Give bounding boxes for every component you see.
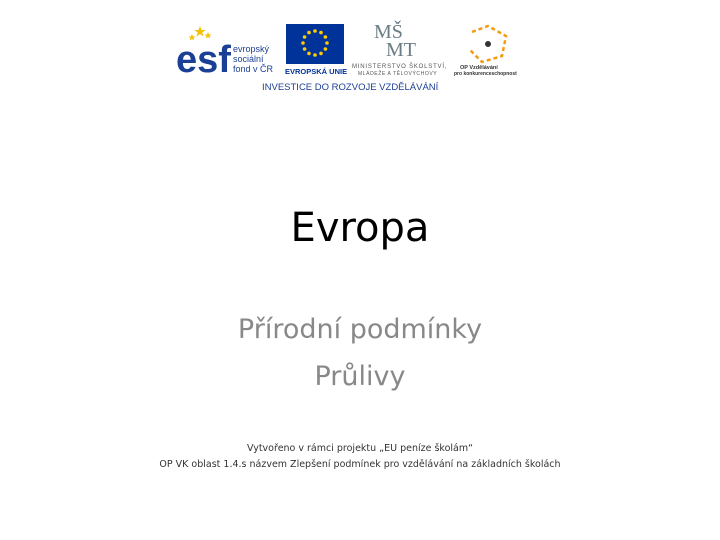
slide-subtitle-line2: Průlivy xyxy=(314,361,406,392)
esf-text-line3: fond v ČR xyxy=(233,64,274,74)
msmt-logo xyxy=(352,19,447,77)
eu-label: EVROPSKÁ UNIE xyxy=(285,67,348,76)
footer-line1: Vytvořeno v rámci projektu „EU peníze školám“ xyxy=(246,443,474,454)
eu-logo xyxy=(285,24,347,76)
msmt-text-line1: MINISTERSTVO ŠKOLSTVÍ, xyxy=(352,64,448,70)
opvk-emblem-icon xyxy=(470,26,506,62)
esf-logo xyxy=(176,26,274,81)
opvk-text-line1: OP Vzdělávání xyxy=(460,65,498,71)
msmt-ms-mark: MŠ xyxy=(374,21,403,43)
slide-subtitle-line1: Přírodní podmínky xyxy=(237,314,483,345)
tagline: INVESTICE DO ROZVOJE VZDĚLÁVÁNÍ xyxy=(262,82,439,93)
partner-logos xyxy=(176,18,528,98)
esf-word: esf xyxy=(176,39,231,81)
logo-bar xyxy=(176,18,528,98)
msmt-mt-mark: MT xyxy=(386,39,416,61)
esf-text-line2: sociální xyxy=(233,54,264,64)
footer-line2: OP VK oblast 1.4.s názvem Zlepšení podmínek pro vzdělávání na základních školách xyxy=(159,459,561,470)
msmt-text-line2: MLÁDEŽE A TĚLOVÝCHOVY xyxy=(358,71,438,77)
opvk-text-line2: pro konkurenceschopnost xyxy=(454,71,517,77)
opvk-logo xyxy=(454,26,517,77)
esf-text-line1: evropský xyxy=(233,44,270,54)
slide-title: Evropa xyxy=(290,205,430,251)
